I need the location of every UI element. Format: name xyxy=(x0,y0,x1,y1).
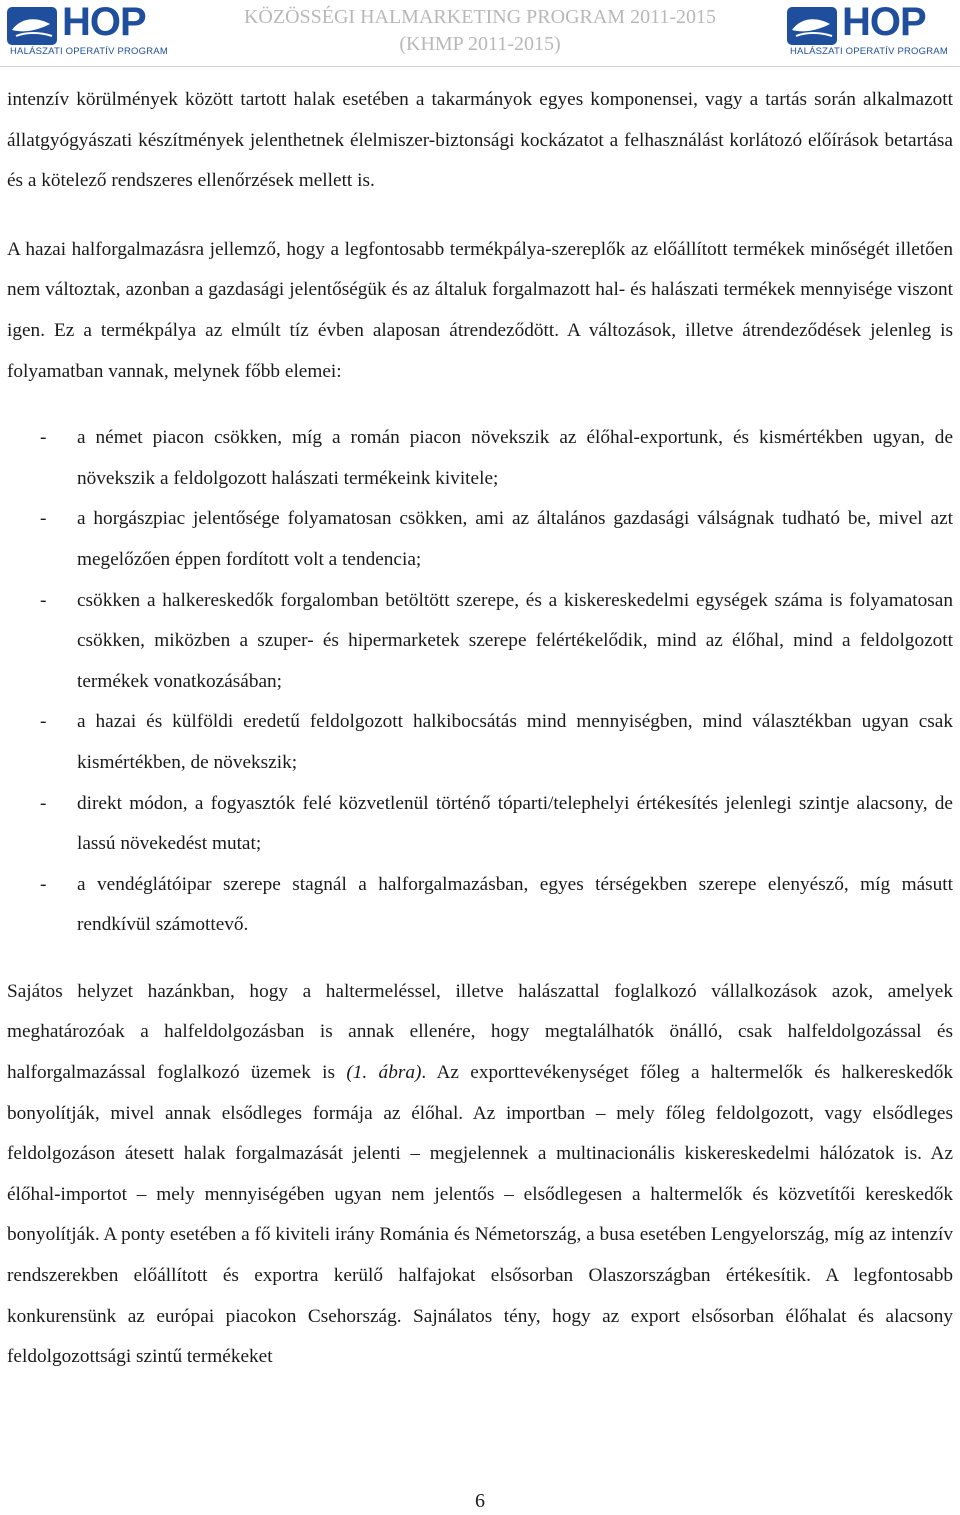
list-item: - a német piacon csökken, míg a román piacon növekszik az élőhal-exportunk, és kismértékben ugyan, de növekszik a feldolgozott halászati termékeink kivitele; xyxy=(40,427,953,489)
logo-subtitle: HALÁSZATI OPERATÍV PROGRAM xyxy=(790,46,948,57)
logo-text: HOP xyxy=(842,0,926,44)
list-item: - a hazai és külföldi eredetű feldolgozott halkibocsátás mind mennyiségben, mind választékban ugyan csak kismértékben, de növekszik; xyxy=(40,711,953,773)
paragraph-3: Sajátos helyzet hazánkban, hogy a haltermeléssel, illetve halászattal foglalkozó vállalkozások azok, amelyek meghatározóak a halfeldolgozásban is annak ellenére, hogy megtalálhatók önálló, csak halfeldolgozással és halforgalmazással foglalkozó üzemek is (1. ábra). Az exporttevékenységet főleg a haltermelők és halkereskedők bonyolítják, mivel annak elsődleges formája az élőhal. Az importban – mely főleg feldolgozott, vagy elsődleges feldolgozáson átesett halak forgalmazását jelenti – megjelennek a multinacionális kiskereskedelmi hálózatok is. Az élőhal-importot – mely mennyiségében ugyan nem jelentős – elsődlegesen a haltermelők és közvetítői kereskedők bonyolítják. A ponty esetében a fő kiviteli irány Románia és Németország, a busa esetében Lengyelország, míg az intenzív rendszerekben előállított és exportra kerülő halfajokat elsősorban Olaszországban értékesítik. A legfontosabb konkurensünk az európai piacokon Csehország. Sajnálatos tény, hogy az export elsősorban élőhalat és alacsony feldolgozottsági szintű termékeket xyxy=(7,980,953,1368)
list-item: - a vendéglátóipar szerepe stagnál a halforgalmazásban, egyes térségekben szerepe elenyésző, míg másutt rendkívül számottevő. xyxy=(40,873,953,936)
header-title xyxy=(178,4,782,58)
figure-reference: (1. ábra) xyxy=(346,1062,422,1084)
list-item: - direkt módon, a fogyasztók felé közvetlenül történő tóparti/telephelyi értékesítés jelenlegi szintje alacsony, de lassú növekedést mutat; xyxy=(40,792,953,855)
logo-subtitle: HALÁSZATI OPERATÍV PROGRAM xyxy=(10,46,168,57)
bullet-list xyxy=(7,418,953,946)
header-title-line2: (KHMP 2011-2015) xyxy=(399,33,561,55)
list-item: - a horgászpiac jelentősége folyamatosan csökken, ami az általános gazdasági válságnak tudható be, mivel azt megelőzően éppen fordított volt a tendencia; xyxy=(40,508,953,570)
hop-logo-right xyxy=(786,0,956,58)
document-body xyxy=(7,80,953,1378)
hop-logo-left xyxy=(6,0,176,58)
list-item: - csökken a halkereskedők forgalomban betöltött szerepe, és a kiskereskedelmi egységek száma is folyamatosan csökken, miközben a szuper- és hipermarketek szerepe felértékelődik, mind az élőhal, mind a feldolgozott termékek vonatkozásában; xyxy=(40,589,953,692)
page-number: 6 xyxy=(475,1490,485,1512)
header-title-line1: KÖZÖSSÉGI HALMARKETING PROGRAM 2011-2015 xyxy=(243,6,717,28)
paragraph-1: intenzív körülmények között tartott halak esetében a takarmányok egyes komponensei, vagy a tartás során alkalmazott állatgyógyászati készítmények jelenthetnek élelmiszer-biztonsági kockázatot a felhasználást korlátozó előírások betartása és a kötelező rendszeres ellenőrzések mellett is. xyxy=(7,89,953,192)
header-divider xyxy=(0,66,960,67)
fish-icon xyxy=(786,6,838,46)
logo-text: HOP xyxy=(62,0,146,44)
page-header xyxy=(0,0,960,66)
fish-icon xyxy=(6,6,58,46)
paragraph-2: A hazai halforgalmazásra jellemző, hogy a legfontosabb termékpálya-szereplők az előállított termékek minőségét illetően nem változtak, azonban a gazdasági jelentőségük és az általuk forgalmazott hal- és halászati termékek mennyisége viszont igen. Ez a termékpálya az elmúlt tíz évben alaposan átrendeződött. A változások, illetve átrendeződések jelenleg is folyamatban vannak, melynek főbb elemei: xyxy=(7,238,953,382)
